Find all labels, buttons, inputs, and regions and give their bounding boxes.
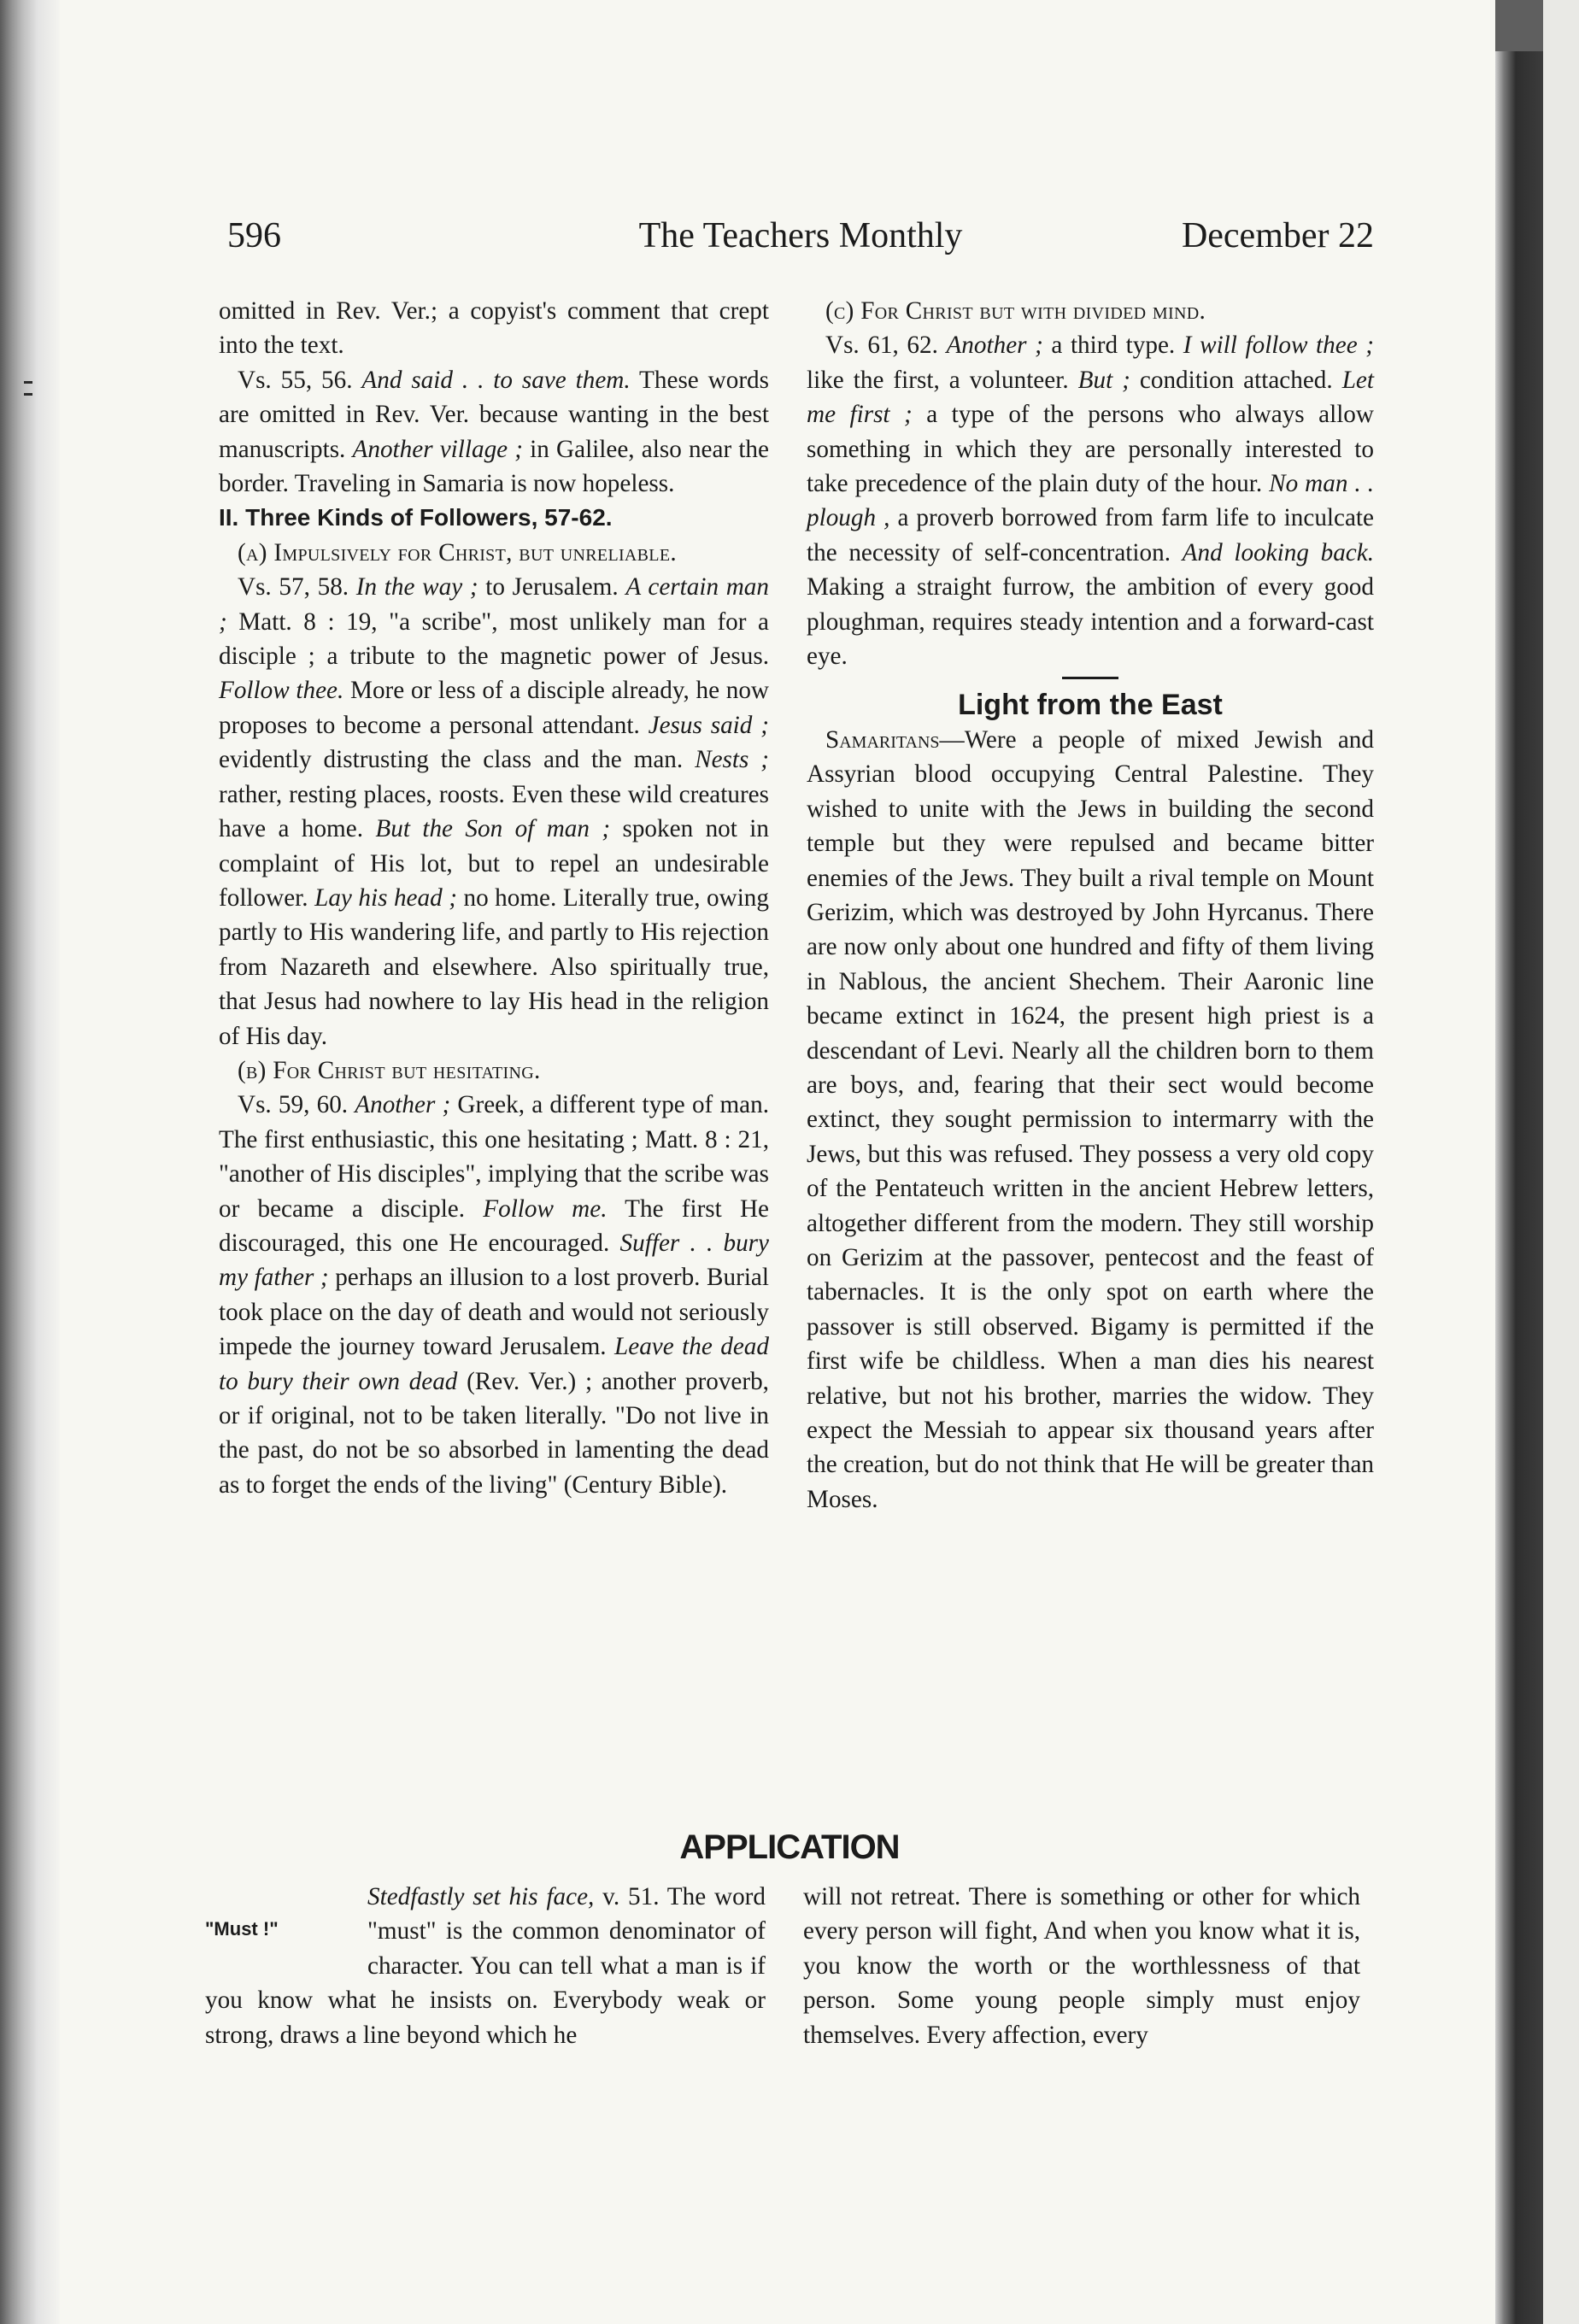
text: no home. Literally true, owing partly to His wandering life, and partly to His rejection from Nazareth and elsewhere. Also spiritually true, that Jesus had nowhere to lay His head in the religion of His day. [219,883,769,1050]
quoted-phrase: In the way ; [355,573,478,602]
section-divider [1062,677,1118,679]
quoted-phrase: Another ; [946,332,1043,360]
quoted-phrase: Nests ; [695,746,770,774]
subheading: (c) For Christ but with divided mind. [825,297,1206,325]
text: —Were a people of mixed Jewish and Assyrian blood occupying Central Palestine. They wished to unite with the Jews in building the second temple but they were repulsed and became bitter enemies of the Jews. They built a rival temple on Mount Gerizim, which was destroyed by John Hyrcanus. There are now only about one hundred and fifty of them living in Nablous, the ancient Shechem. Their Aaronic line became extinct in 1624, the present high priest is a descendant of Levi. Nearly all the children born to them are boys, and, fearing that their sect would become extinct, they sought permission to intermarry with the Jews, but this was refused. They possess a very old copy of the Pentateuch written in the ancient Hebrew letters, altogether different from the modern. They still worship on Gerizim at the passover, pentecost and the feast of tabernacles. It is the only spot on earth where the passover is still observed. Bigamy is permitted if the first wife be childless. When a man dies his nearest relative, but not his brother, marries the widow. They expect the Messiah to appear six thousand years after the creation, but do not think that He will be greater than Moses. [807,725,1374,1513]
verse-ref: Vs. 57, 58. [238,573,356,602]
quoted-phrase: Follow thee. [219,677,344,705]
page-number: 596 [227,216,281,255]
section-heading: Light from the East [958,689,1223,722]
page-edge-shadow [1495,51,1543,2324]
text: (Rev. Ver.) ; another proverb, or if original, not to be taken literally. "Do not live in the past, do not be so absorbed in lamenting the dead as to forget the ends of the living" (Century Bible). [219,1367,769,1499]
verse-ref: Vs. 61, 62. [825,332,947,360]
binding-mark [24,381,32,384]
text: rather, resting places, roosts. Even these wild creatures have a home. [219,780,769,843]
book-gutter [0,0,65,2324]
paragraph [219,570,769,1053]
running-header [227,215,1374,267]
issue-date: December 22 [1181,216,1374,255]
text: The first He discouraged, this one He encouraged. [219,1194,769,1257]
paragraph: omitted in Rev. Ver.; a copyist's comment that crept into the text. [219,297,769,360]
quoted-phrase: And looking back. [1182,538,1374,566]
left-column [219,294,769,1502]
subheading: (a) Impulsively for Christ, but unreliable. [238,538,677,566]
quoted-phrase: Stedfastly set his face, [367,1883,595,1910]
quoted-phrase: But the Son of man ; [375,815,611,843]
application-right-column [803,1880,1360,2052]
paragraph: will not retreat. There is something or other for which every person will fight, And when you know what it is, you know the worth or the worthlessness of that person. Some young people simply must enjoy themselves. Every affection, every [803,1883,1360,2049]
page-title: The Teachers Monthly [638,216,963,255]
paragraph [807,723,1374,1517]
binding-mark [24,393,32,396]
quoted-phrase: But ; [1077,366,1130,394]
text: like the first, a volunteer. [807,366,1078,394]
text: spoken not in complaint of His lot, but to repel an undesirable follower. [219,815,769,912]
right-column [807,294,1374,1517]
quoted-phrase: Jesus said ; [648,711,769,739]
text: a third type. [1042,332,1183,360]
text: More or less of a disciple already, he now proposes to become a personal attendant. [219,677,769,739]
paragraph [219,363,769,502]
text: a proverb borrowed from farm life to inculcate the necessity of self-concentration. [807,504,1374,566]
paragraph [205,1880,766,2052]
text: These words are omitted in Rev. Ver. because wanting in the best manuscripts. [219,366,769,463]
quoted-phrase: Suffer . . bury my father ; [219,1229,769,1292]
quoted-phrase: Follow me. [483,1194,608,1223]
text: to Jerusalem. [478,573,626,602]
application-heading: APPLICATION [679,1828,900,1866]
text: in Galilee, also near the border. Traveling in Samaria is now hopeless. [219,435,769,498]
quoted-phrase: And said . . to save them. [361,366,631,394]
sidenote: "Must !" [205,1918,279,1940]
text: Matt. 8 : 19, "a scribe", most unlikely man for a disciple ; a tribute to the magnetic power of Jesus. [219,607,769,671]
quoted-phrase: Leave the dead to bury their own dead [219,1333,769,1395]
verse-ref: Vs. 55, 56. [238,366,362,394]
quoted-phrase: Lay his head ; [314,883,457,912]
text: v. 51. The word "must" is the common denominator of character. You can tell what a man is if you know what he insists on. Everybody weak or strong, draws a line beyond which he [205,1883,766,2049]
text: condition attached. [1130,366,1342,394]
subheading: (b) For Christ but hesitating. [238,1056,541,1084]
paragraph [219,1088,769,1502]
quoted-phrase: No man . . plough , [807,470,1374,532]
text: Greek, a different type of man. The first enthusiastic, this one hesitating ; Matt. 8 : 21, "another of His disciples", implying that the scribe was or became a disciple. [219,1091,769,1223]
quoted-phrase: I will follow thee ; [1183,332,1374,360]
quoted-phrase: A certain man ; [219,573,769,636]
text: perhaps an illusion to a lost proverb. Burial took place on the day of death and would not seriously impede the journey toward Jerusalem. [219,1264,769,1361]
quoted-phrase: Another ; [355,1091,451,1119]
section-heading: II. Three Kinds of Followers, 57-62. [219,504,613,531]
quoted-phrase: Another village ; [352,435,524,463]
text: a type of the persons who always allow something in which they are personally interested to take precedence of the plain duty of the hour. [807,401,1374,498]
paragraph [807,328,1374,673]
text: evidently distrusting the class and the man. [219,746,696,774]
sidenote-box [205,1880,367,1982]
quoted-phrase: Let me first ; [807,366,1374,429]
text: Making a straight furrow, the ambition of every good ploughman, requires steady intention and a forward-cast eye. [807,573,1374,671]
lead-term: Samaritans [825,725,940,754]
application-left-column [205,1880,766,2052]
verse-ref: Vs. 59, 60. [238,1091,355,1119]
next-page-edge [1543,0,1579,2324]
